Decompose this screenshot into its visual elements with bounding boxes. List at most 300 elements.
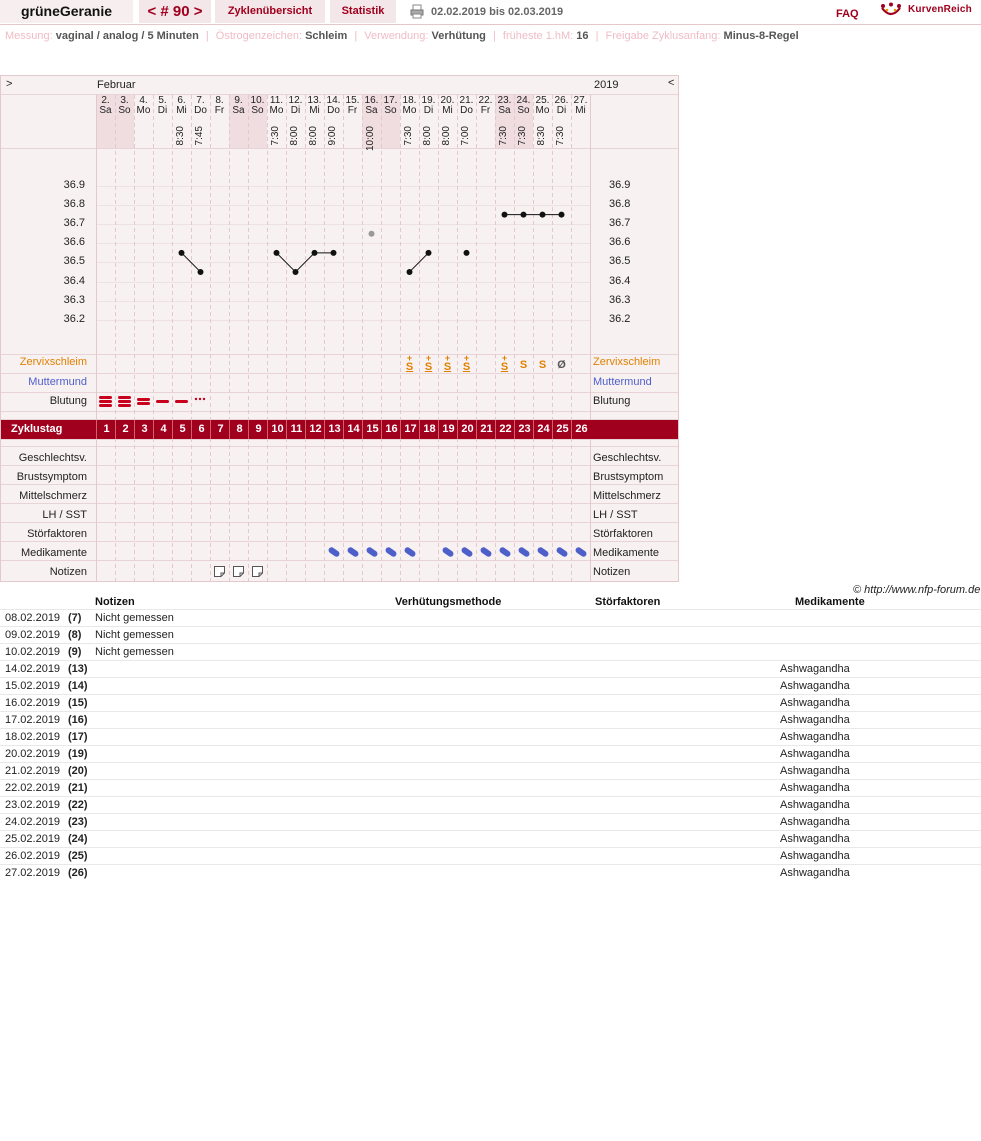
measure-time: 8:00 — [289, 126, 300, 146]
zyklustag-number: 26 — [571, 420, 591, 439]
top-bar — [0, 0, 981, 24]
zervix-letter: S — [424, 361, 433, 373]
row-date: 08.02.2019 — [5, 612, 61, 624]
statistik-tab[interactable]: Statistik — [330, 0, 396, 23]
zyklustag-number: 7 — [210, 420, 230, 439]
temp-tick-right: 36.3 — [609, 293, 631, 306]
row-cycle-day: (19) — [68, 748, 88, 760]
day-number: 26. — [554, 95, 569, 106]
mittel-label-right: Mittelschmerz — [593, 490, 661, 502]
zyklustag-number: 17 — [400, 420, 420, 439]
fhm-value: 16 — [576, 30, 589, 42]
temp-point[interactable] — [312, 250, 318, 256]
pill-shape — [498, 546, 511, 558]
zervix-mark — [419, 355, 438, 373]
pill-icon — [441, 546, 455, 558]
table-row — [0, 711, 981, 729]
table-row — [0, 677, 981, 695]
temperature-curve — [1, 76, 678, 581]
bleeding-bar — [99, 396, 112, 399]
pill-shape — [384, 546, 397, 558]
row-cycle-day: (23) — [68, 816, 88, 828]
weekday: Mi — [309, 105, 320, 116]
bleeding-bar — [118, 404, 131, 407]
temp-point[interactable] — [540, 212, 546, 218]
zyklustag-number: 18 — [419, 420, 439, 439]
month-label: Februar — [97, 79, 136, 91]
col-stoer: Störfaktoren — [595, 596, 661, 608]
mittel-label: Mittelschmerz — [19, 490, 87, 502]
row-date: 20.02.2019 — [5, 748, 61, 760]
table-row — [0, 643, 981, 661]
row-date: 22.02.2019 — [5, 782, 61, 794]
row-cycle-day: (20) — [68, 765, 88, 777]
pill-shape — [346, 546, 359, 558]
prev-cycle-link[interactable]: < — [147, 3, 157, 20]
collapse-right-button[interactable]: < — [668, 77, 675, 89]
day-number: 14. — [326, 95, 341, 106]
geschlecht-label-right: Geschlechtsv. — [593, 452, 662, 464]
row-cycle-day: (13) — [68, 663, 88, 675]
temp-tick-right: 36.5 — [609, 255, 631, 268]
day-number: 11. — [269, 95, 284, 106]
zervix-mark: S — [519, 359, 528, 371]
table-row — [0, 864, 981, 882]
day-number: 21. — [459, 95, 474, 106]
zervix-label-right: Zervixschleim — [593, 356, 661, 368]
measure-time: 7:30 — [555, 126, 566, 146]
pill-shape — [517, 546, 530, 558]
messung-label: Messung: — [5, 30, 53, 42]
zyklustag-number: 3 — [134, 420, 154, 439]
day-number: 27. — [573, 95, 588, 106]
zyklustag-number: 24 — [533, 420, 553, 439]
separator: | — [492, 30, 496, 42]
zyklustag-number: 23 — [514, 420, 534, 439]
day-number: 17. — [383, 95, 398, 106]
bleeding-bar — [156, 400, 169, 403]
note-icon[interactable] — [233, 566, 244, 577]
pill-shape — [479, 546, 492, 558]
temp-tick-left: 36.4 — [63, 274, 85, 287]
zervix-plus: + — [444, 353, 451, 363]
row-medikament: Ashwagandha — [780, 680, 850, 692]
pill-shape — [574, 546, 587, 558]
notizen-label: Notizen — [49, 566, 87, 578]
oestrogen-value: Schleim — [305, 30, 348, 42]
spotting-dot — [195, 398, 197, 400]
zervix-plus: + — [425, 353, 432, 363]
row-date: 18.02.2019 — [5, 731, 61, 743]
info-line — [5, 30, 799, 42]
zervix-mark — [495, 355, 514, 373]
measure-time: 8:00 — [441, 126, 452, 146]
zervix-plus: + — [406, 353, 413, 363]
zyklustag-number: 20 — [457, 420, 477, 439]
day-number: 8. — [215, 95, 224, 106]
temp-point[interactable] — [407, 269, 413, 275]
muttermund-label: Muttermund — [28, 376, 87, 388]
lh-label-right: LH / SST — [593, 509, 638, 521]
measure-time: 8:00 — [422, 126, 433, 146]
table-row — [0, 813, 981, 831]
zervix-mark — [438, 355, 457, 373]
temp-line-segment — [182, 253, 201, 272]
zyklustag-number: 8 — [229, 420, 249, 439]
temp-tick-right: 36.7 — [609, 217, 631, 230]
row-medikament: Ashwagandha — [780, 867, 850, 879]
kurvenreich-logo[interactable] — [880, 2, 980, 20]
weekday: Sa — [232, 105, 245, 116]
row-cycle-day: (21) — [68, 782, 88, 794]
weekday: Fr — [214, 105, 225, 116]
bleeding-medium-icon — [135, 394, 152, 408]
verwendung-label: Verwendung: — [364, 30, 429, 42]
row-date: 17.02.2019 — [5, 714, 61, 726]
row-date: 16.02.2019 — [5, 697, 61, 709]
temp-point[interactable] — [502, 212, 508, 218]
weekday: Sa — [365, 105, 378, 116]
temp-tick-left: 36.5 — [63, 255, 85, 268]
day-number: 23. — [497, 95, 512, 106]
zyklustag-number: 14 — [343, 420, 363, 439]
weekday: Di — [157, 105, 168, 116]
temp-point[interactable] — [274, 250, 280, 256]
row-cycle-day: (17) — [68, 731, 88, 743]
geschlecht-label: Geschlechtsv. — [18, 452, 87, 464]
spotting-dot — [203, 398, 205, 400]
row-date: 23.02.2019 — [5, 799, 61, 811]
pill-icon — [517, 546, 531, 558]
row-date: 25.02.2019 — [5, 833, 61, 845]
pill-icon — [365, 546, 379, 558]
pill-shape — [403, 546, 416, 558]
measure-time: 7:00 — [460, 126, 471, 146]
day-number: 2. — [101, 95, 110, 106]
day-number: 12. — [288, 95, 303, 106]
weekday: So — [517, 105, 530, 116]
measure-time: 7:30 — [517, 126, 528, 146]
zervix-mark: S — [538, 359, 547, 371]
zervix-letter: S — [462, 361, 471, 373]
temp-tick-left: 36.7 — [63, 217, 85, 230]
note-shape — [253, 567, 263, 577]
zyklustag-number: 25 — [552, 420, 572, 439]
row-cycle-day: (25) — [68, 850, 88, 862]
row-note: Nicht gemessen — [95, 646, 174, 658]
temp-tick-left: 36.8 — [63, 198, 85, 211]
zyklustag-label: Zyklustag — [11, 423, 63, 435]
zyklustag-number: 12 — [305, 420, 325, 439]
temp-point[interactable] — [559, 212, 565, 218]
zyklustag-number: 19 — [438, 420, 458, 439]
day-number: 9. — [234, 95, 243, 106]
weekday: Mo — [269, 105, 284, 116]
day-number: 24. — [516, 95, 531, 106]
temp-line-segment — [410, 253, 429, 272]
row-date: 27.02.2019 — [5, 867, 61, 879]
temp-point[interactable] — [464, 250, 470, 256]
day-number: 13. — [307, 95, 322, 106]
top-divider — [0, 24, 981, 25]
copyright: © http://www.nfp-forum.de — [853, 584, 981, 596]
cycle-number-link[interactable]: # 90 — [160, 3, 190, 20]
row-date: 15.02.2019 — [5, 680, 61, 692]
bleeding-light-icon — [173, 394, 190, 408]
temp-point-excluded[interactable] — [369, 231, 375, 237]
zervix-mark — [400, 355, 419, 373]
weekday: Mi — [442, 105, 453, 116]
weekday: Di — [423, 105, 434, 116]
pill-icon — [574, 546, 588, 558]
brust-label: Brustsymptom — [16, 471, 87, 483]
weekday: So — [251, 105, 264, 116]
measure-time: 8:30 — [175, 126, 186, 146]
notizen-label-right: Notizen — [593, 566, 631, 578]
temp-point[interactable] — [521, 212, 527, 218]
zyklustag-row — [1, 420, 678, 439]
messung-value: vaginal / analog / 5 Minuten — [55, 30, 199, 42]
zyklustag-number: 9 — [248, 420, 268, 439]
stoer-label-right: Störfaktoren — [593, 528, 653, 540]
pill-shape — [536, 546, 549, 558]
weekday: Mi — [575, 105, 586, 116]
day-number: 4. — [139, 95, 148, 106]
row-medikament: Ashwagandha — [780, 850, 850, 862]
table-row — [0, 694, 981, 712]
temp-tick-left: 36.6 — [63, 236, 85, 249]
zervix-mark: Ø — [557, 359, 566, 371]
temp-point[interactable] — [179, 250, 185, 256]
fhm-label: früheste 1.hM: — [502, 30, 574, 42]
table-row — [0, 796, 981, 814]
pill-shape — [327, 546, 340, 558]
measure-time: 10:00 — [365, 126, 376, 152]
separator: | — [595, 30, 599, 42]
row-cycle-day: (22) — [68, 799, 88, 811]
temp-point[interactable] — [331, 250, 337, 256]
zervix-label: Zervixschleim — [19, 356, 87, 368]
weekday: So — [118, 105, 131, 116]
note-shape — [215, 567, 225, 577]
zyklustag-number: 22 — [495, 420, 515, 439]
zyklustag-number: 1 — [96, 420, 116, 439]
cycle-chart — [0, 75, 679, 582]
row-medikament: Ashwagandha — [780, 833, 850, 845]
note-icon[interactable] — [252, 566, 263, 577]
date-range: 02.02.2019 bis 02.03.2019 — [431, 6, 564, 18]
bleeding-bar — [118, 396, 131, 399]
table-row — [0, 847, 981, 865]
day-number: 19. — [421, 95, 436, 106]
row-date: 10.02.2019 — [5, 646, 61, 658]
row-date: 24.02.2019 — [5, 816, 61, 828]
temp-tick-right: 36.9 — [609, 179, 631, 191]
measure-time: 8:30 — [536, 126, 547, 146]
bleeding-heavy-icon — [97, 394, 114, 408]
note-icon[interactable] — [214, 566, 225, 577]
freigabe-value: Minus-8-Regel — [723, 30, 799, 42]
row-date: 14.02.2019 — [5, 663, 61, 675]
measure-time: 7:30 — [270, 126, 281, 146]
pill-icon — [460, 546, 474, 558]
brust-label-right: Brustsymptom — [593, 471, 664, 483]
blutung-label-right: Blutung — [593, 395, 631, 407]
row-medikament: Ashwagandha — [780, 782, 850, 794]
oestrogen-label: Östrogenzeichen: — [215, 30, 302, 42]
pill-icon — [403, 546, 417, 558]
logo-text: KurvenReich — [908, 4, 972, 15]
row-note: Nicht gemessen — [95, 629, 174, 641]
pill-icon — [498, 546, 512, 558]
expand-left-button[interactable]: > — [6, 78, 13, 90]
row-date: 21.02.2019 — [5, 765, 61, 777]
day-number: 5. — [158, 95, 167, 106]
separator: | — [205, 30, 209, 42]
day-number: 22. — [478, 95, 493, 106]
zyklustag-number: 5 — [172, 420, 192, 439]
col-notizen: Notizen — [95, 596, 135, 608]
row-cycle-day: (14) — [68, 680, 88, 692]
weekday: Mo — [535, 105, 550, 116]
freigabe-label: Freigabe Zyklusanfang: — [605, 30, 721, 42]
zyklenuebersicht-tab[interactable]: Zyklenübersicht — [215, 0, 325, 23]
pill-icon — [384, 546, 398, 558]
col-medi: Medikamente — [795, 596, 865, 608]
stoer-label: Störfaktoren — [27, 528, 87, 540]
weekday: Mo — [402, 105, 417, 116]
pill-icon — [536, 546, 550, 558]
temp-tick-right: 36.4 — [609, 274, 631, 287]
temp-point[interactable] — [198, 269, 204, 275]
row-cycle-day: (26) — [68, 867, 88, 879]
measure-time: 7:30 — [498, 126, 509, 146]
temp-tick-right: 36.2 — [609, 312, 631, 325]
temp-tick-left: 36.2 — [63, 312, 85, 325]
row-medikament: Ashwagandha — [780, 714, 850, 726]
weekday: Do — [194, 105, 207, 116]
zyklustag-number: 21 — [476, 420, 496, 439]
blutung-label: Blutung — [49, 395, 87, 407]
weekday: Do — [460, 105, 473, 116]
day-number: 7. — [196, 95, 205, 106]
table-row — [0, 728, 981, 746]
pill-shape — [365, 546, 378, 558]
pill-icon — [327, 546, 341, 558]
spotting-dot — [199, 398, 201, 400]
zyklustag-number: 6 — [191, 420, 211, 439]
row-cycle-day: (7) — [68, 612, 82, 624]
note-shape — [234, 567, 244, 577]
weekday: Fr — [347, 105, 358, 116]
table-row — [0, 660, 981, 678]
row-note: Nicht gemessen — [95, 612, 174, 624]
measure-time: 7:30 — [403, 126, 414, 146]
faq-link[interactable]: FAQ — [836, 8, 859, 20]
muttermund-label-right: Muttermund — [593, 376, 652, 388]
pill-shape — [555, 546, 568, 558]
bleeding-heavy-icon — [116, 394, 133, 408]
temp-tick-left: 36.9 — [63, 179, 85, 191]
pill-icon — [346, 546, 360, 558]
row-cycle-day: (16) — [68, 714, 88, 726]
zyklustag-number: 16 — [381, 420, 401, 439]
zyklustag-number: 13 — [324, 420, 344, 439]
row-medikament: Ashwagandha — [780, 816, 850, 828]
day-number: 15. — [345, 95, 360, 106]
bleeding-bar — [99, 404, 112, 407]
temp-line-segment — [277, 253, 296, 272]
zyklustag-number: 10 — [267, 420, 287, 439]
weekday: Di — [556, 105, 567, 116]
zyklustag-number: 11 — [286, 420, 306, 439]
table-row — [0, 762, 981, 780]
verwendung-value: Verhütung — [431, 30, 486, 42]
row-medikament: Ashwagandha — [780, 748, 850, 760]
temp-point[interactable] — [293, 269, 299, 275]
row-cycle-day: (15) — [68, 697, 88, 709]
bleeding-bar — [137, 398, 150, 401]
row-medikament: Ashwagandha — [780, 663, 850, 675]
temp-tick-right: 36.8 — [609, 198, 631, 211]
crown-logo-icon — [880, 2, 902, 20]
zyklustag-number: 4 — [153, 420, 173, 439]
weekday: Fr — [480, 105, 491, 116]
temp-tick-right: 36.6 — [609, 236, 631, 249]
cycle-nav — [139, 0, 211, 23]
day-number: 20. — [440, 95, 455, 106]
separator: | — [354, 30, 358, 42]
zervix-letter: S — [443, 361, 452, 373]
weekday: Mi — [176, 105, 187, 116]
temp-point[interactable] — [426, 250, 432, 256]
zyklustag-number: 15 — [362, 420, 382, 439]
printer-icon[interactable] — [410, 4, 424, 19]
medi-label-right: Medikamente — [593, 547, 660, 559]
bleeding-bar — [99, 400, 112, 403]
pill-shape — [441, 546, 454, 558]
row-cycle-day: (24) — [68, 833, 88, 845]
weekday: Sa — [498, 105, 511, 116]
row-cycle-day: (8) — [68, 629, 82, 641]
bleeding-light-icon — [154, 394, 171, 408]
day-number: 3. — [120, 95, 129, 106]
lh-label: LH / SST — [42, 509, 87, 521]
measure-time: 7:45 — [194, 126, 205, 146]
row-date: 09.02.2019 — [5, 629, 61, 641]
bleeding-bar — [175, 400, 188, 403]
zervix-mark — [457, 355, 476, 373]
table-row — [0, 745, 981, 763]
temp-tick-left: 36.3 — [63, 293, 85, 306]
measure-time: 9:00 — [327, 126, 338, 146]
zervix-letter: S — [500, 361, 509, 373]
weekday: Di — [290, 105, 301, 116]
weekday: Mo — [136, 105, 151, 116]
row-medikament: Ashwagandha — [780, 765, 850, 777]
year-label: 2019 — [594, 79, 619, 91]
next-cycle-link[interactable]: > — [193, 3, 203, 20]
day-number: 25. — [535, 95, 550, 106]
pill-shape — [460, 546, 473, 558]
day-number: 18. — [402, 95, 417, 106]
bleeding-bar — [137, 402, 150, 405]
weekday: Do — [327, 105, 340, 116]
user-name: grüneGeranie — [0, 0, 133, 23]
col-verhuetung: Verhütungsmethode — [395, 596, 502, 608]
day-number: 10. — [250, 95, 265, 106]
temp-line-segment — [296, 253, 315, 272]
